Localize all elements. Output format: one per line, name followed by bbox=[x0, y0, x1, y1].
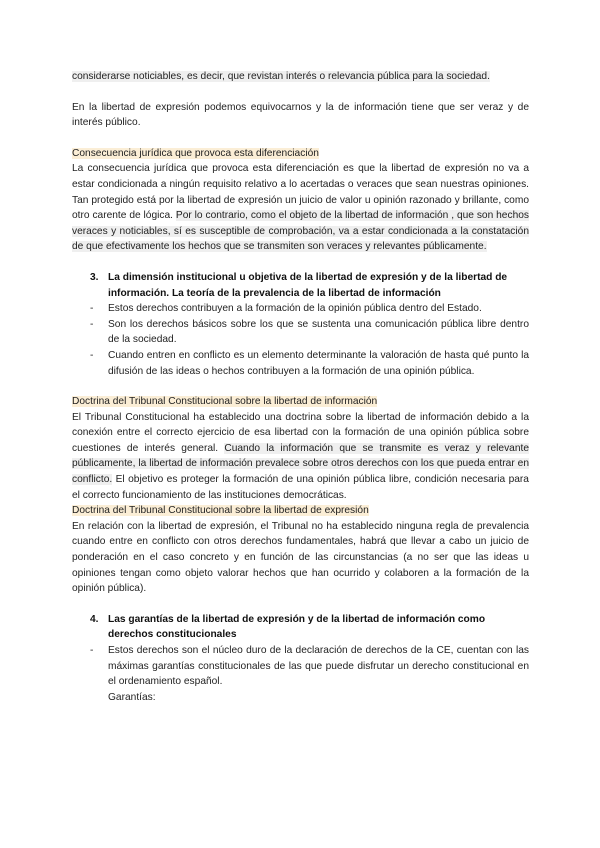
list-item: - Estos derechos son el núcleo duro de la declaración de derechos de la CE, cuentan con las máximas garantías constitucionales de las que puede disfrutar un derecho constitucional en el ordenamiento español. bbox=[90, 645, 529, 688]
list-item: - Son los derechos básicos sobre los que se sustenta una comunicación pública libre dentro de la sociedad. bbox=[90, 318, 529, 346]
section-4-heading: 4. Las garantías de la libertad de expresión y de la libertad de información como derechos constitucionales bbox=[90, 613, 486, 641]
doctrina-info-paragraph bbox=[72, 410, 529, 504]
section-4 bbox=[72, 612, 529, 643]
doctrina-expr-paragraph: En relación con la libertad de expresión, el Tribunal no ha establecido ninguna regla de prevalencia cuando entre en conflicto con otros derechos fundamentales, habrá que llevar a cabo un juicio de ponderación en el caso concreto y en función de las circunstancias (a no ser que las ideas u opiniones tengan como objeto valorar hechos que han ocurrido y colaboren a la formación de la opinión pública). bbox=[72, 520, 529, 595]
doctrina-info-body-b: Cuando la información que se transmite es veraz y relevante públicamente, la libertad de información prevalece sobre otros derechos con los que pueda entrar en conflicto. bbox=[72, 442, 530, 486]
garantias-label: Garantías: bbox=[108, 691, 156, 703]
doctrina-info-body-c: El objetivo es proteger la formación de una opinión pública libre, condición necesaria para el correcto funcionamiento de las instituciones democráticas. bbox=[72, 474, 529, 501]
consecuencia-paragraph bbox=[72, 161, 529, 255]
intro-paragraph-1 bbox=[72, 69, 529, 85]
intro-paragraph-2: En la libertad de expresión podemos equivocarnos y la de información tiene que ser veraz y de interés público. bbox=[72, 101, 529, 129]
section-4-title: Las garantías de la libertad de expresión y de la libertad de información como derechos constitucionales bbox=[108, 613, 486, 641]
section-4-list bbox=[72, 643, 529, 690]
list-item: - Estos derechos contribuyen a la formación de la opinión pública dentro del Estado. bbox=[90, 303, 482, 315]
consecuencia-body-plain: La consecuencia jurídica que provoca esta diferenciación es que la libertad de expresión no va a estar condicionada a ningún requisito relativo a lo acertadas o veraces que sean nuestras opiniones. Tan protegido está por la libertad de expresión un juicio de valor u opinión razonado y brillante, como otro carente de lógica. bbox=[72, 163, 529, 222]
doctrina-info-heading: Doctrina del Tribunal Constitucional sobre la libertad de información bbox=[72, 396, 378, 408]
section-3-heading: 3. La dimensión institucional u objetiva de la libertad de expresión y de la libertad de información. La teoría de la prevalencia de la libertad de información bbox=[90, 271, 508, 299]
consecuencia-heading: Consecuencia jurídica que provoca esta diferenciación bbox=[72, 147, 319, 159]
intro-line-1: considerarse noticiables, es decir, que revistan interés o relevancia pública para la sociedad. bbox=[72, 71, 490, 82]
consecuencia-body-highlight: Por lo contrario, como el objeto de la libertad de información , que son hechos veraces y noticiables, sí es susceptible de comprobación, va a estar condicionada a la constatación de que efectivamente los hechos que se transmiten son veraces y relevantes públicamente. bbox=[72, 210, 529, 253]
section-3-title: La dimensión institucional u objetiva de la libertad de expresión y de la libertad de información. La teoría de la prevalencia de la libertad de información bbox=[108, 271, 508, 299]
doctrina-info-body-a: El Tribunal Constitucional ha establecido una doctrina sobre la libertad de información debido a la conexión entre el correcto ejercicio de esa libertad con la formación de una opinión pública sobre cuestiones de interés general. bbox=[72, 411, 529, 454]
doctrina-expr-heading: Doctrina del Tribunal Constitucional sobre la libertad de expresión bbox=[72, 505, 369, 517]
section-3-list bbox=[72, 301, 529, 379]
list-item: - Cuando entren en conflicto es un elemento determinante la valoración de hasta qué punto la difusión de las ideas o hechos contribuyen a la formación de una opinión pública. bbox=[90, 349, 529, 377]
section-3 bbox=[72, 270, 529, 301]
document-body bbox=[72, 69, 529, 705]
